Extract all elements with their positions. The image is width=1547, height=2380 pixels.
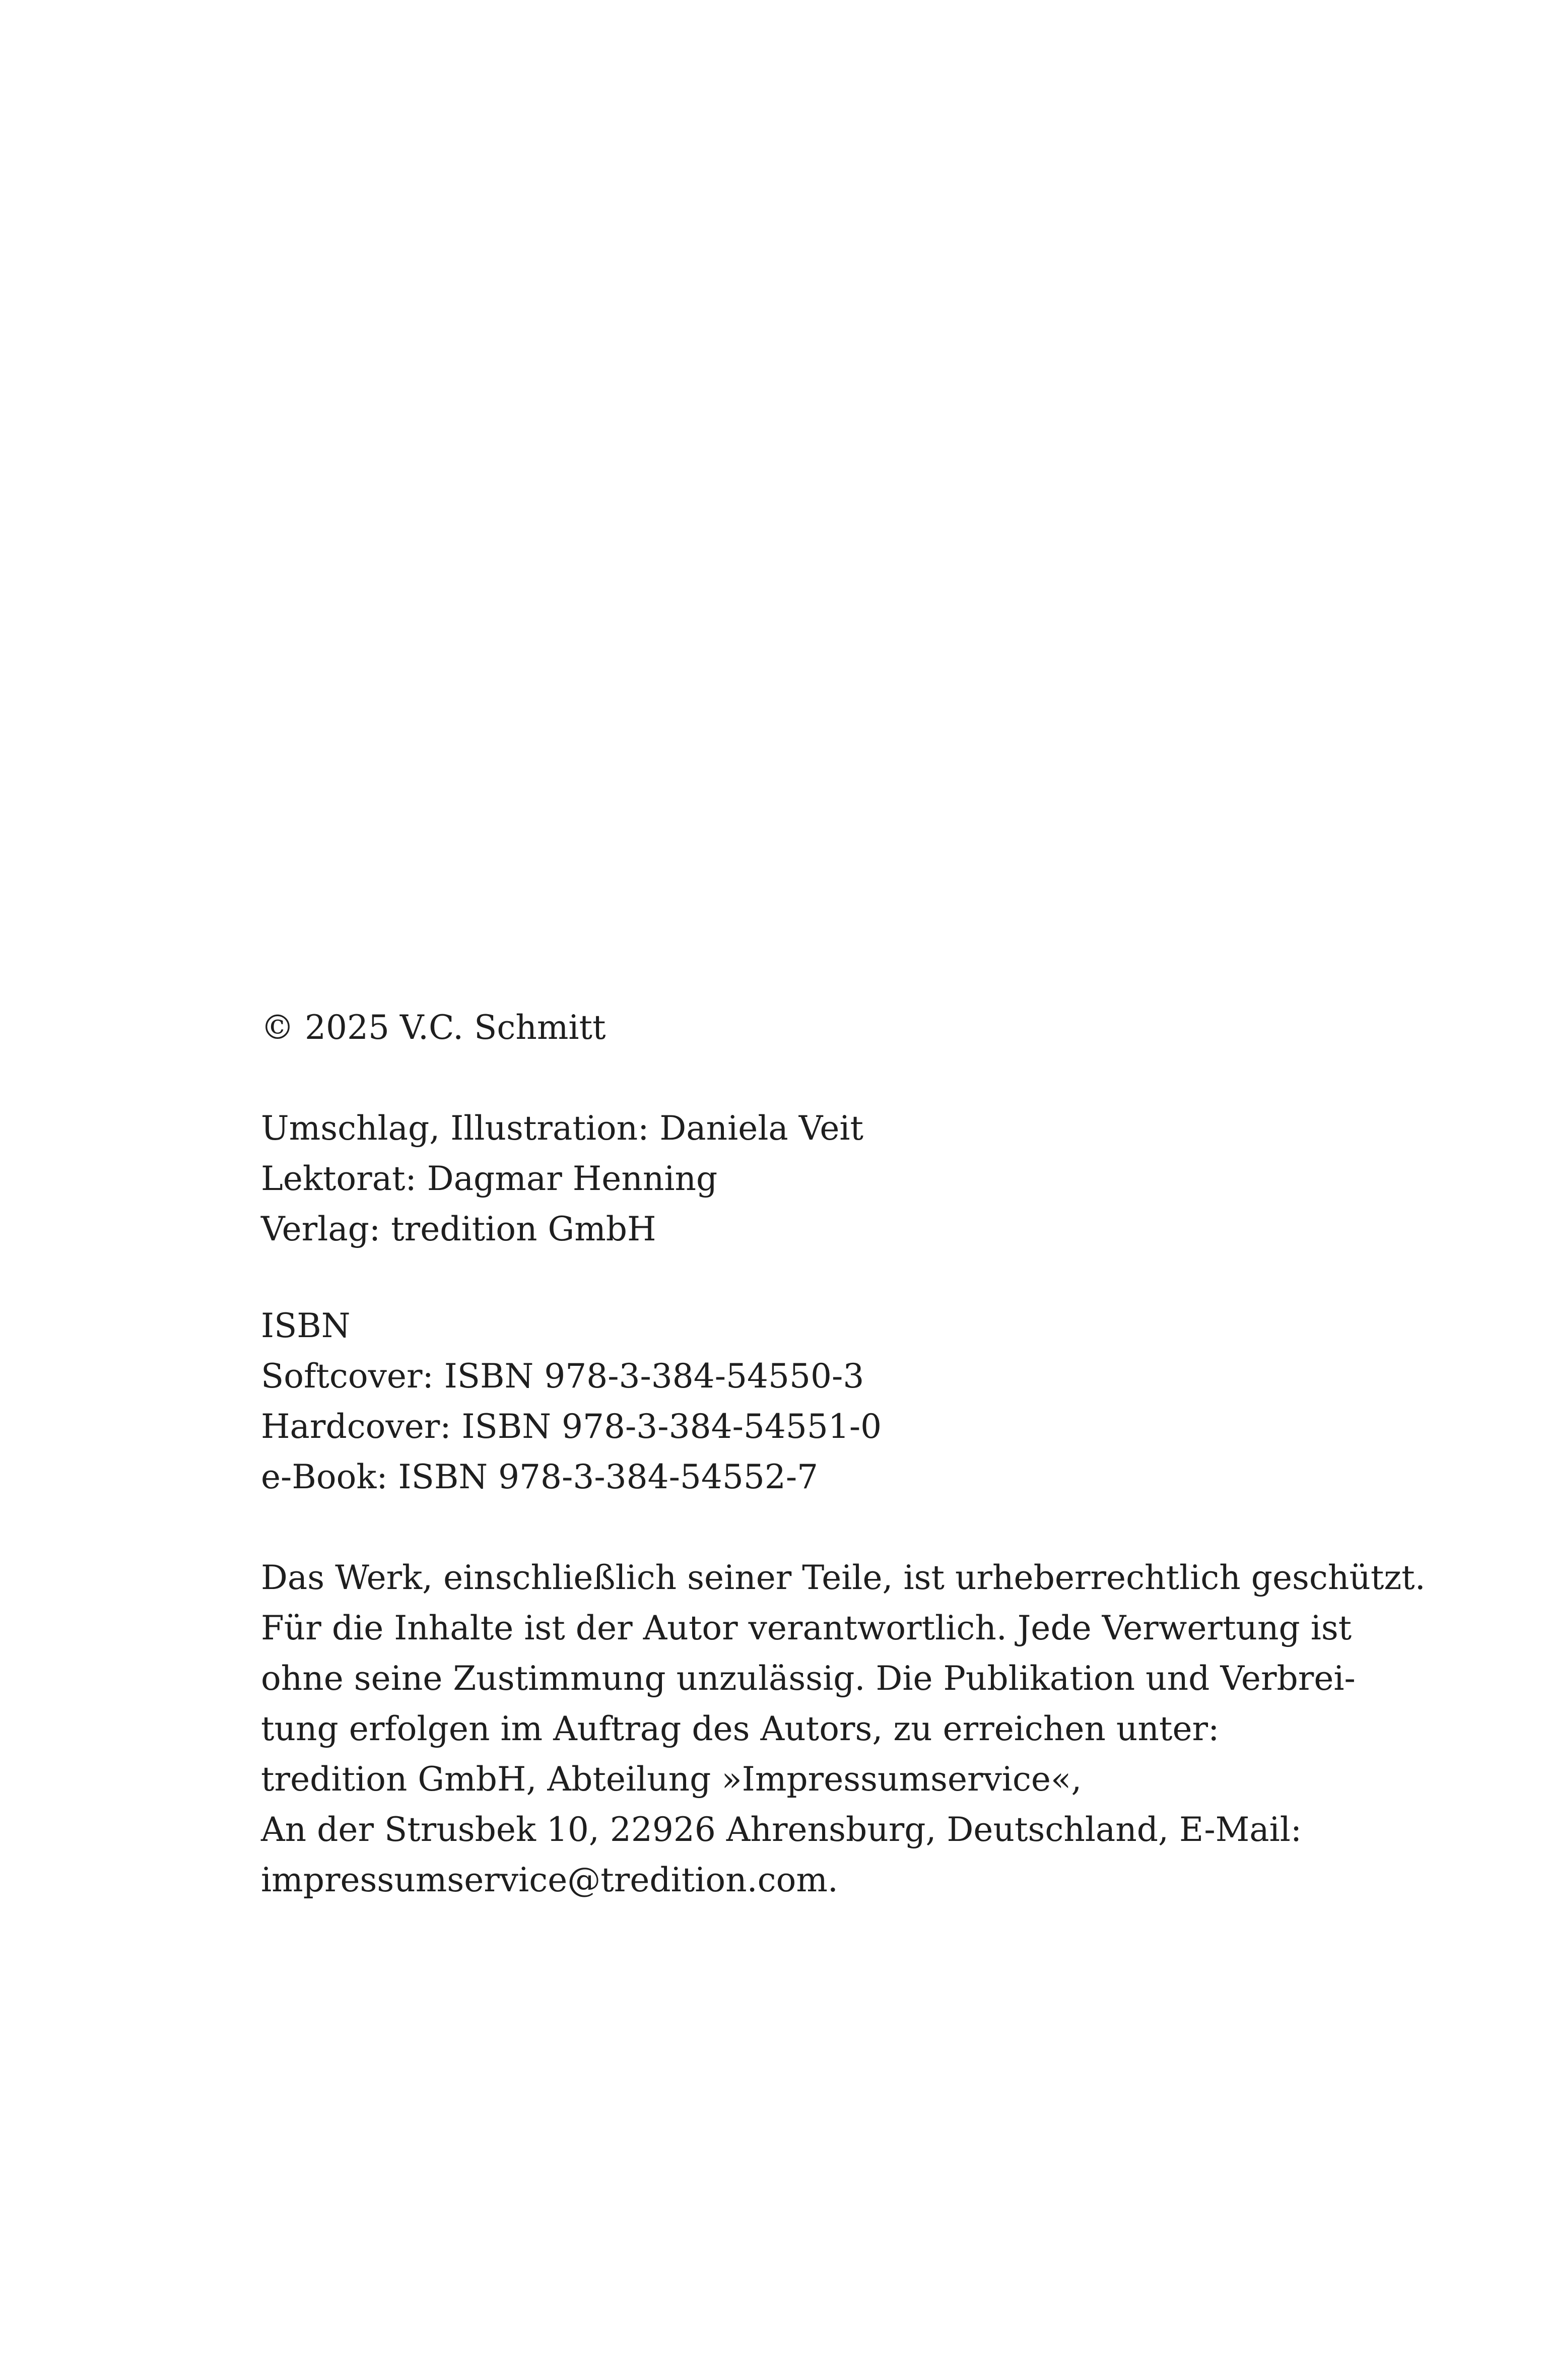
legal-line-3: ohne seine Zustimmung unzulässig. Die Publikation und Verbrei- bbox=[261, 1659, 1356, 1698]
credit-line-publisher: Verlag: tredition GmbH bbox=[261, 1210, 656, 1248]
isbn-hardcover: Hardcover: ISBN 978-3-384-54551-0 bbox=[261, 1407, 882, 1446]
legal-line-5: tredition GmbH, Abteilung »Impressumservice«, bbox=[261, 1760, 1082, 1799]
credit-line-editor: Lektorat: Dagmar Henning bbox=[261, 1159, 718, 1198]
legal-line-4: tung erfolgen im Auftrag des Autors, zu erreichen unter: bbox=[261, 1709, 1220, 1748]
legal-line-1: Das Werk, einschließlich seiner Teile, ist urheberrechtlich geschützt. bbox=[261, 1558, 1426, 1597]
credit-line-cover: Umschlag, Illustration: Daniela Veit bbox=[261, 1109, 864, 1148]
isbn-softcover: Softcover: ISBN 978-3-384-54550-3 bbox=[261, 1357, 864, 1396]
legal-line-2: Für die Inhalte ist der Autor verantwortlich. Jede Verwertung ist bbox=[261, 1609, 1352, 1647]
copyright-line: © 2025 V.C. Schmitt bbox=[261, 1008, 606, 1047]
isbn-ebook: e-Book: ISBN 978-3-384-54552-7 bbox=[261, 1458, 819, 1496]
isbn-heading: ISBN bbox=[261, 1306, 351, 1345]
imprint-block bbox=[261, 1003, 1426, 1905]
legal-line-6: An der Strusbek 10, 22926 Ahrensburg, Deutschland, E-Mail: bbox=[261, 1810, 1302, 1849]
legal-line-7: impressumservice@tredition.com. bbox=[261, 1861, 838, 1899]
